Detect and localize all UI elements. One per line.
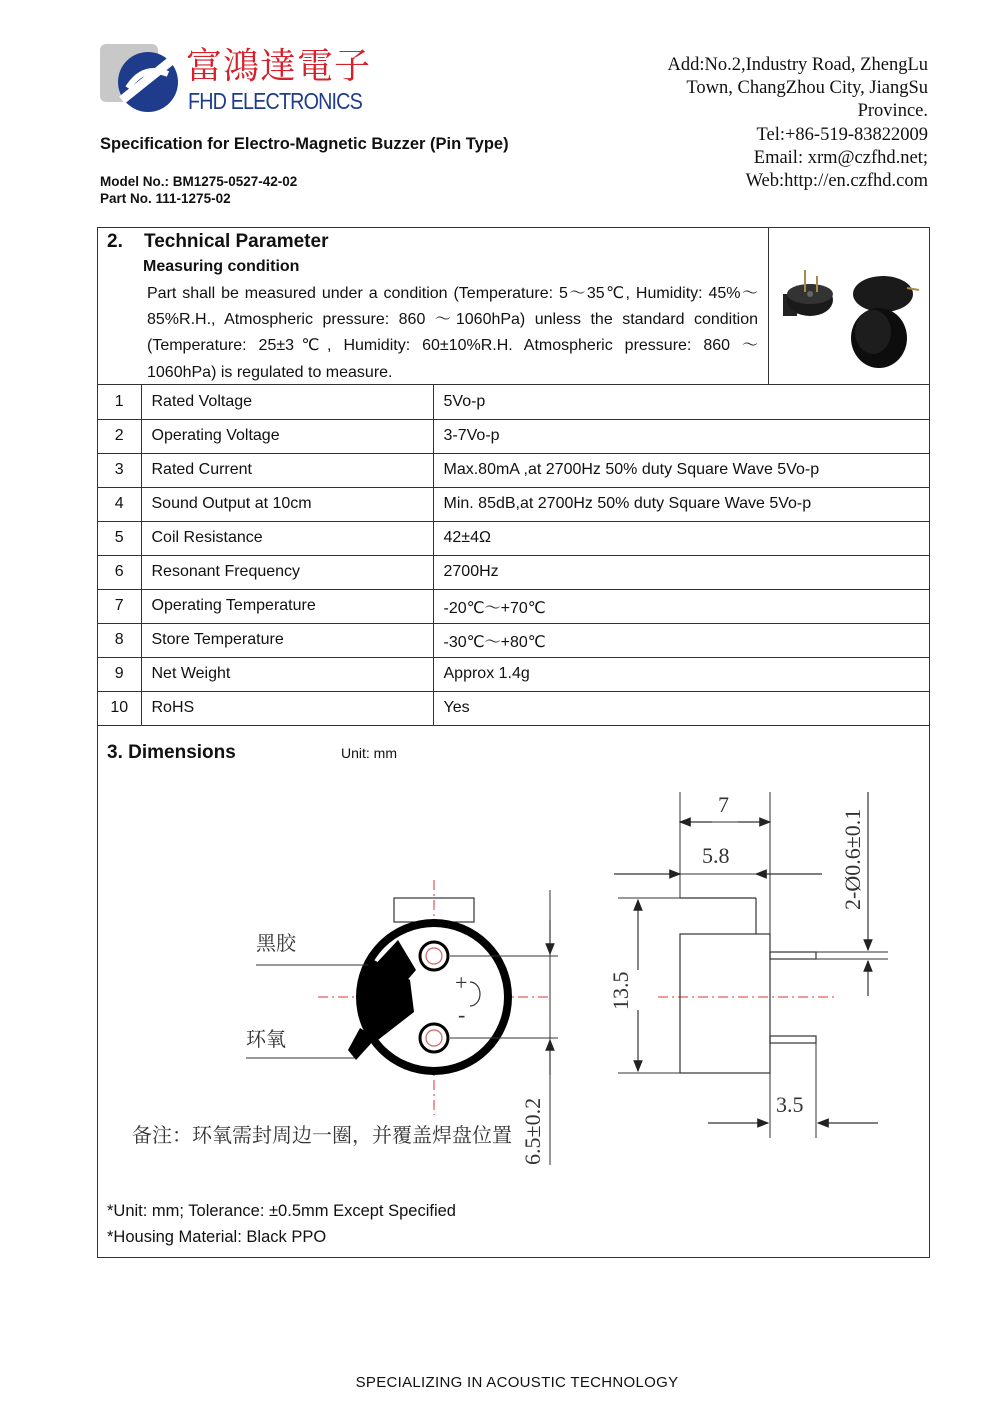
- address-line: Add:No.2,Industry Road, ZhengLu: [667, 55, 928, 75]
- param-value: -20℃～+70℃: [433, 589, 930, 623]
- table-row: [98, 385, 930, 419]
- plus-sign: +: [455, 970, 468, 995]
- param-number: 3: [98, 453, 141, 487]
- dim-pin-length-3-5: 3.5: [776, 1092, 804, 1117]
- param-number: 5: [98, 521, 141, 555]
- logo-icon: [98, 38, 188, 118]
- param-number: 6: [98, 555, 141, 589]
- company-name-cn: 富鴻達電子: [186, 46, 372, 87]
- phone: Tel:+86-519-83822009: [756, 124, 928, 145]
- dimensions-title: 3. Dimensions: [107, 742, 236, 763]
- dimension-drawing: [98, 770, 930, 1190]
- table-row: [98, 487, 930, 521]
- bottom-view: [132, 880, 558, 1165]
- param-value: Yes: [433, 691, 930, 725]
- param-name: Net Weight: [141, 657, 433, 691]
- table-row: [98, 657, 930, 691]
- drawing-svg: [98, 770, 930, 1190]
- side-view: [608, 792, 888, 1138]
- model-info: [100, 173, 297, 207]
- minus-sign: -: [458, 1002, 466, 1027]
- param-name: RoHS: [141, 691, 433, 725]
- company-address: [667, 54, 928, 193]
- label-black-glue: 黑胶: [256, 931, 296, 955]
- table-row: [98, 521, 930, 555]
- param-name: Operating Temperature: [141, 589, 433, 623]
- table-row: [98, 453, 930, 487]
- dimensions-unit: Unit: mm: [341, 745, 397, 761]
- part-number: Part No. 111-1275-02: [100, 191, 231, 206]
- param-value: Max.80mA ,at 2700Hz 50% duty Square Wave 5Vo-p: [433, 453, 930, 487]
- dim-height-13-5: 13.5: [608, 971, 633, 1010]
- label-epoxy: 环氧: [246, 1027, 286, 1051]
- parameter-table: [98, 385, 930, 726]
- param-name: Rated Current: [141, 453, 433, 487]
- dim-pin-spacing: 6.5±0.2: [520, 1097, 545, 1165]
- param-name: Sound Output at 10cm: [141, 487, 433, 521]
- table-row: [98, 589, 930, 623]
- buzzer-photo-icon: [769, 228, 930, 385]
- param-name: Operating Voltage: [141, 419, 433, 453]
- address-line: Town, ChangZhou City, JiangSu: [686, 78, 928, 99]
- model-number: Model No.: BM1275-0527-42-02: [100, 174, 298, 189]
- param-number: 8: [98, 623, 141, 657]
- dim-pin-diameter: 2-Ø0.6±0.1: [840, 808, 865, 910]
- param-name: Rated Voltage: [141, 385, 433, 419]
- website: Web:http://en.czfhd.com: [745, 171, 928, 192]
- param-value: -30℃～+80℃: [433, 623, 930, 657]
- param-name: Coil Resistance: [141, 521, 433, 555]
- tolerance-note: *Unit: mm; Tolerance: ±0.5mm Except Specified: [107, 1202, 456, 1220]
- measuring-condition-text: Part shall be measured under a condition (Temperature: 5～35℃, Humidity: 45%～85%R.H., Atmospheric pressure: 860 ～1060hPa) unless the standard condition (Temperature: 25±3℃, Humidity: 60±10%R.H. Atmospheric pressure: 860 ～1060hPa) is regulated to measure.: [147, 285, 758, 381]
- note-cn: 备注：环氧需封周边一圈，并覆盖焊盘位置: [132, 1123, 512, 1147]
- param-value: 3-7Vo-p: [433, 419, 930, 453]
- table-row: [98, 555, 930, 589]
- param-value: 2700Hz: [433, 555, 930, 589]
- address-line: Province.: [857, 101, 928, 122]
- param-value: Min. 85dB,at 2700Hz 50% duty Square Wave 5Vo-p: [433, 487, 930, 521]
- param-name: Store Temperature: [141, 623, 433, 657]
- param-number: 9: [98, 657, 141, 691]
- measuring-condition-title: Measuring condition: [143, 258, 300, 275]
- product-photo: [769, 228, 930, 385]
- document-title: Specification for Electro-Magnetic Buzzer (Pin Type): [100, 135, 509, 153]
- dim-width-5-8: 5.8: [702, 843, 730, 868]
- param-number: 1: [98, 385, 141, 419]
- param-value: Approx 1.4g: [433, 657, 930, 691]
- param-number: 7: [98, 589, 141, 623]
- table-row: [98, 419, 930, 453]
- material-note: *Housing Material: Black PPO: [107, 1228, 327, 1246]
- footer-tagline: SPECIALIZING IN ACOUSTIC TECHNOLOGY: [355, 1374, 679, 1391]
- email: Email: xrm@czfhd.net;: [753, 147, 928, 168]
- table-row: [98, 623, 930, 657]
- section-title: Technical Parameter: [144, 231, 329, 252]
- section-number: 2.: [107, 231, 123, 252]
- company-name-en: FHD ELECTRONICS: [188, 88, 362, 114]
- param-value: 5Vo-p: [433, 385, 930, 419]
- param-number: 2: [98, 419, 141, 453]
- param-value: 42±4Ω: [433, 521, 930, 555]
- table-row: [98, 691, 930, 725]
- param-name: Resonant Frequency: [141, 555, 433, 589]
- param-number: 10: [98, 691, 141, 725]
- param-number: 4: [98, 487, 141, 521]
- dim-width-7: 7: [718, 792, 729, 817]
